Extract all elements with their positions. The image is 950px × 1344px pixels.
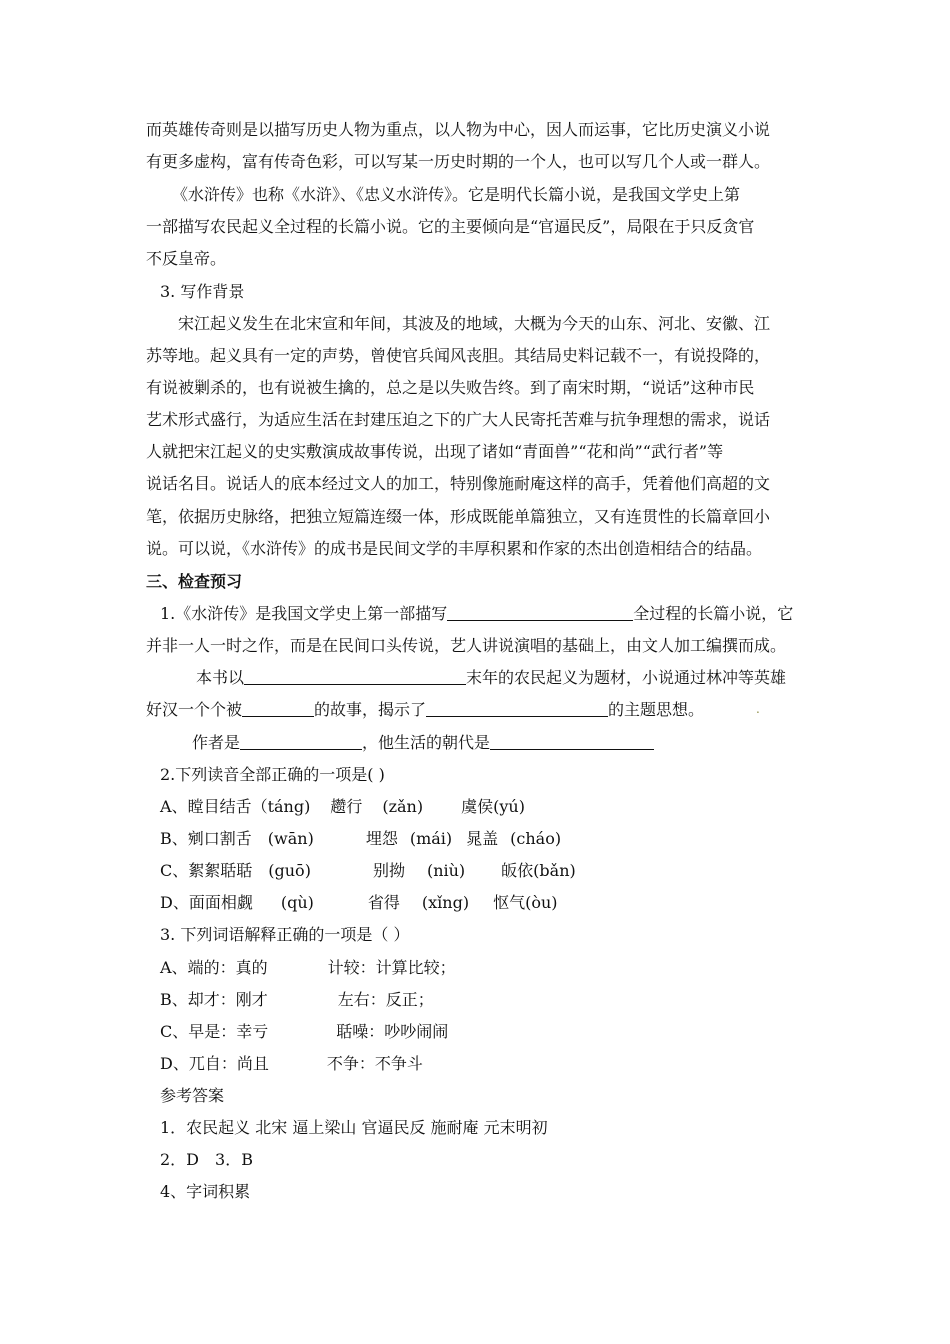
q2-option-d-key: D、 — [160, 893, 189, 912]
background-line-1: 宋江起义发生在北宋宣和年间，其波及的地域，大概为今天的山东、河北、安徽、江 — [178, 314, 771, 333]
q1-text-h: 的主题思想。 — [608, 700, 705, 719]
background-heading: 3. 写作背景 — [160, 282, 245, 301]
q3-stem: 3. 下列词语解释正确的一项是（ ） — [160, 925, 410, 944]
answers-heading: 参考答案 — [160, 1086, 225, 1105]
q2-option-d — [160, 891, 558, 915]
q1-line-5 — [192, 731, 654, 755]
q2-option-c-pinyin-2: (niù) — [426, 861, 466, 880]
q1-blank-4[interactable] — [426, 700, 608, 717]
q1-blank-3[interactable] — [242, 700, 314, 717]
q2-option-a-word-2: 趱行 — [330, 797, 363, 816]
intro-line-2: 有更多虚构，富有传奇色彩，可以写某一历史时期的一个人，也可以写几个人或一群人。 — [146, 152, 771, 171]
preview-heading: 三、检查预习 — [146, 572, 243, 591]
intro-line-5: 不反皇帝。 — [146, 249, 227, 268]
q3-option-c — [160, 1020, 448, 1044]
intro-line-3: 《水浒传》也称《水浒》、《忠义水浒传》。它是明代长篇小说，是我国文学史上第 — [172, 185, 741, 204]
background-line-8: 说。可以说，《水浒传》的成书是民间文学的丰厚积累和作家的杰出创造相结合的结晶。 — [146, 539, 763, 558]
q1-line-2: 并非一人一时之作，而是在民间口头传说，艺人讲说演唱的基础上，由文人加工编撰而成。 — [146, 636, 787, 655]
q2-option-a-pinyin-2: (zǎn) — [382, 797, 424, 816]
q3-option-b-term-1: 却才：刚才 — [187, 990, 268, 1009]
q1-text-i: 作者是 — [192, 733, 241, 752]
q2-option-c-key: C、 — [160, 861, 189, 880]
q2-option-d-pinyin-1: (qù) — [280, 893, 314, 912]
q3-option-a-term-1: 端的：真的 — [187, 958, 268, 977]
q3-option-b — [160, 988, 434, 1012]
q2-option-b-word-3: 晁盖 — [466, 829, 499, 848]
answer-line-3: 4、字词积累 — [160, 1182, 251, 1201]
q2-option-a — [160, 795, 525, 819]
q3-option-d-term-1: 兀自：尚且 — [188, 1054, 269, 1073]
q3-option-c-term-1: 早是：幸亏 — [188, 1022, 269, 1041]
q3-option-c-term-2: 聒噪：吵吵闹闹 — [336, 1022, 449, 1041]
q3-option-a — [160, 956, 456, 980]
q1-line-1 — [160, 602, 793, 626]
q1-text-a: 1.《水浒传》是我国文学史上第一部描写 — [160, 604, 448, 623]
q2-option-b — [160, 827, 561, 851]
q3-option-a-term-2: 计较：计算比较； — [327, 958, 456, 977]
q2-option-c — [160, 859, 576, 883]
q2-option-b-pinyin-1: (wān) — [267, 829, 314, 848]
q2-option-b-word-1: 剜口割舌 — [187, 829, 252, 848]
q1-blank-6[interactable] — [490, 733, 654, 750]
background-line-3: 有说被剿杀的，也有说被生擒的，总之是以失败告终。到了南宋时期，“说话”这种市民 — [146, 378, 755, 397]
stray-mark: . — [756, 702, 760, 716]
q2-stem: 2.下列读音全部正确的一项是( ) — [160, 765, 385, 784]
answer-line-2: 2．D 3．B — [160, 1150, 253, 1169]
q2-option-b-word-2: 埋怨 — [365, 829, 398, 848]
q1-text-e: 末年的农民起义为题材，小说通过林冲等英雄 — [466, 668, 787, 687]
q2-option-c-word-2: 别拗 — [372, 861, 405, 880]
q2-option-d-pinyin-2: (xǐng) — [421, 893, 470, 912]
q2-option-b-key: B、 — [160, 829, 188, 848]
q1-text-f: 好汉一个个被 — [146, 700, 243, 719]
q3-option-b-key: B、 — [160, 990, 188, 1009]
intro-line-1: 而英雄传奇则是以描写历史人物为重点，以人物为中心，因人而运事，它比历史演义小说 — [146, 120, 771, 139]
q2-option-a-key: A、 — [160, 797, 188, 816]
q2-option-c-word-3: 皈依(bǎn) — [501, 861, 576, 880]
background-line-6: 说话名目。说话人的底本经过文人的加工，特别像施耐庵这样的高手，凭着他们高超的文 — [146, 474, 771, 493]
q3-option-d-term-2: 不争：不争斗 — [326, 1054, 423, 1073]
q1-blank-1[interactable] — [447, 604, 633, 621]
q2-option-b-pinyin-3: (cháo) — [510, 829, 562, 848]
q1-text-j: ，他生活的朝代是 — [362, 733, 491, 752]
intro-line-4: 一部描写农民起义全过程的长篇小说。它的主要倾向是“官逼民反”，局限在于只反贪官 — [146, 217, 755, 236]
q1-text-g: 的故事，揭示了 — [314, 700, 427, 719]
q1-line-3 — [196, 666, 786, 690]
q1-text-d: 本书以 — [196, 668, 245, 687]
q2-option-a-word-3: 虞侯(yú) — [461, 797, 525, 816]
q2-option-a-word-1: 瞠目结舌（táng) — [187, 797, 311, 816]
q3-option-a-key: A、 — [160, 958, 188, 977]
background-line-5: 人就把宋江起义的史实敷演成故事传说，出现了诸如“青面兽”“花和尚”“武行者”等 — [146, 442, 724, 461]
background-line-4: 艺术形式盛行，为适应生活在封建压迫之下的广大人民寄托苦难与抗争理想的需求，说话 — [146, 410, 771, 429]
q2-option-d-word-1: 面面相觑 — [188, 893, 253, 912]
background-line-7: 笔，依据历史脉络，把独立短篇连缀一体，形成既能单篇独立，又有连贯性的长篇章回小 — [146, 507, 771, 526]
q1-blank-5[interactable] — [240, 733, 362, 750]
q2-option-d-word-2: 省得 — [367, 893, 400, 912]
background-line-2: 苏等地。起义具有一定的声势，曾使官兵闻风丧胆。其结局史料记载不一，有说投降的， — [146, 346, 771, 365]
q3-option-d — [160, 1052, 423, 1076]
q3-option-c-key: C、 — [160, 1022, 189, 1041]
q1-blank-2[interactable] — [244, 668, 466, 685]
q1-text-b: 全过程的长篇小说，它 — [633, 604, 794, 623]
q2-option-d-word-3: 怄气(òu) — [493, 893, 558, 912]
q3-option-b-term-2: 左右：反正； — [337, 990, 434, 1009]
q2-option-b-pinyin-2: (mái) — [409, 829, 453, 848]
q3-option-d-key: D、 — [160, 1054, 189, 1073]
q2-option-c-word-1: 絮絮聒聒 — [188, 861, 253, 880]
q1-line-4 — [146, 698, 704, 722]
q2-option-c-pinyin-1: (guō) — [268, 861, 311, 880]
answer-line-1: 1．农民起义 北宋 逼上梁山 官逼民反 施耐庵 元末明初 — [160, 1118, 548, 1137]
